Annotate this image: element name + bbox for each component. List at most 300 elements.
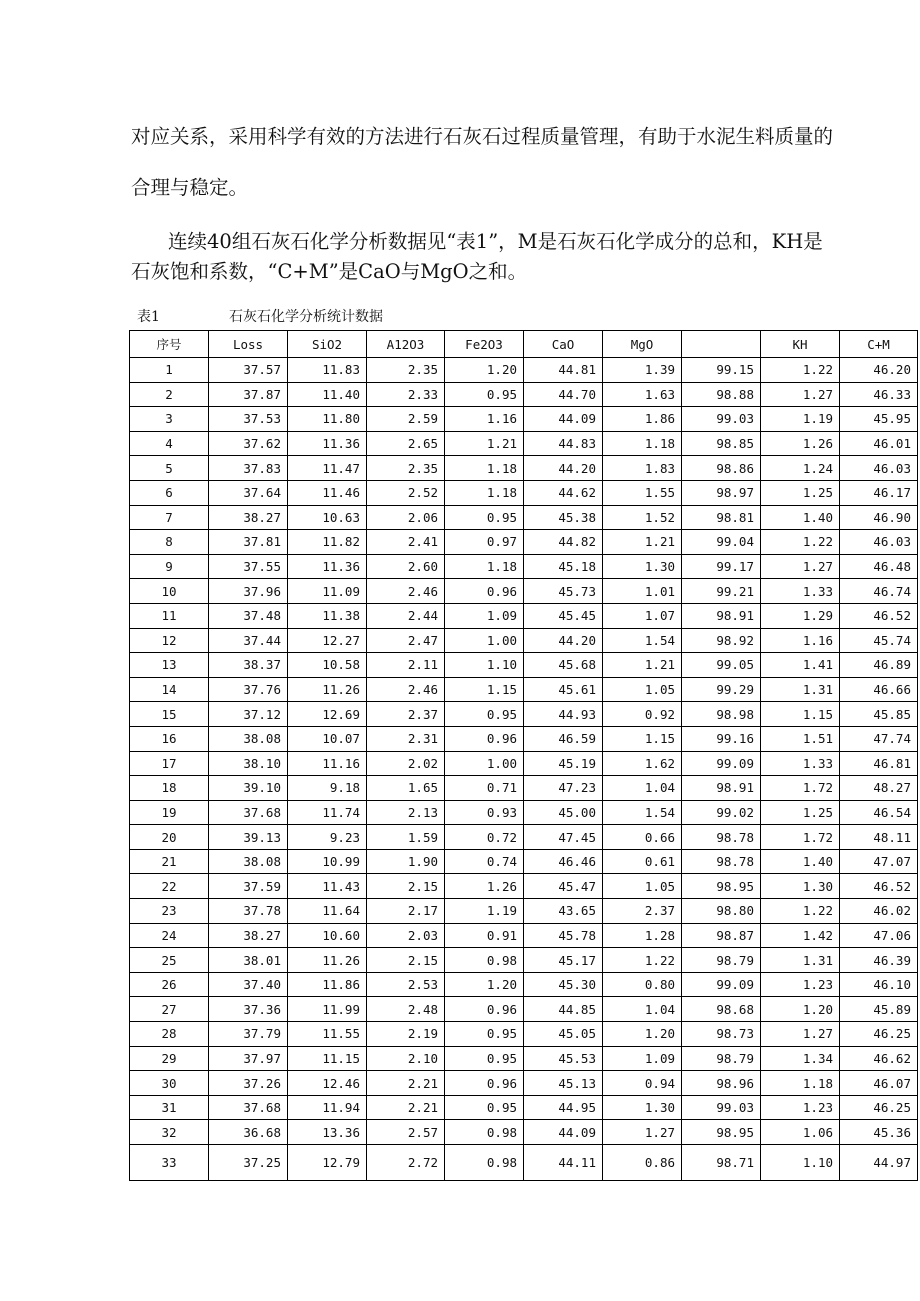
cell-sio2: 11.55 bbox=[288, 1022, 367, 1047]
cell-kh: 1.42 bbox=[761, 923, 840, 948]
cell-c-plus-m: 46.54 bbox=[840, 800, 918, 825]
cell-loss: 37.12 bbox=[209, 702, 288, 727]
cell-index: 10 bbox=[130, 579, 209, 604]
cell-index: 22 bbox=[130, 874, 209, 899]
cell-mgo: 1.55 bbox=[603, 480, 682, 505]
cell-m: 98.88 bbox=[682, 382, 761, 407]
cell-loss: 37.62 bbox=[209, 431, 288, 456]
cell-loss: 37.53 bbox=[209, 407, 288, 432]
cell-al2o3: 2.59 bbox=[367, 407, 445, 432]
paragraph-line-2: 合理与稳定。 bbox=[131, 176, 249, 199]
cell-m: 99.04 bbox=[682, 530, 761, 555]
cell-loss: 37.81 bbox=[209, 530, 288, 555]
header-fe2o3: Fe2O3 bbox=[445, 331, 524, 358]
header-loss: Loss bbox=[209, 331, 288, 358]
cell-c-plus-m: 45.95 bbox=[840, 407, 918, 432]
cell-loss: 37.48 bbox=[209, 603, 288, 628]
cell-m: 98.91 bbox=[682, 603, 761, 628]
cell-mgo: 1.04 bbox=[603, 776, 682, 801]
cell-mgo: 1.15 bbox=[603, 726, 682, 751]
cell-m: 98.71 bbox=[682, 1145, 761, 1181]
cell-kh: 1.72 bbox=[761, 776, 840, 801]
cell-mgo: 0.94 bbox=[603, 1071, 682, 1096]
cell-index: 20 bbox=[130, 825, 209, 850]
cell-loss: 37.68 bbox=[209, 800, 288, 825]
cell-mgo: 1.09 bbox=[603, 1046, 682, 1071]
cell-kh: 1.31 bbox=[761, 677, 840, 702]
cell-al2o3: 2.21 bbox=[367, 1095, 445, 1120]
cell-m: 98.97 bbox=[682, 480, 761, 505]
cell-sio2: 9.23 bbox=[288, 825, 367, 850]
cell-c-plus-m: 44.97 bbox=[840, 1145, 918, 1181]
cell-sio2: 12.79 bbox=[288, 1145, 367, 1181]
cell-sio2: 12.27 bbox=[288, 628, 367, 653]
cell-loss: 38.10 bbox=[209, 751, 288, 776]
cell-m: 99.09 bbox=[682, 972, 761, 997]
cell-c-plus-m: 46.10 bbox=[840, 972, 918, 997]
cell-fe2o3: 0.98 bbox=[445, 948, 524, 973]
table-row bbox=[130, 923, 918, 948]
cell-fe2o3: 0.98 bbox=[445, 1120, 524, 1145]
cell-sio2: 11.80 bbox=[288, 407, 367, 432]
cell-kh: 1.51 bbox=[761, 726, 840, 751]
cell-fe2o3: 0.95 bbox=[445, 1095, 524, 1120]
cell-cao: 45.30 bbox=[524, 972, 603, 997]
cell-sio2: 10.99 bbox=[288, 849, 367, 874]
cell-mgo: 1.62 bbox=[603, 751, 682, 776]
cell-fe2o3: 0.98 bbox=[445, 1145, 524, 1181]
cell-cao: 45.18 bbox=[524, 554, 603, 579]
cell-mgo: 1.63 bbox=[603, 382, 682, 407]
cell-mgo: 1.86 bbox=[603, 407, 682, 432]
cell-kh: 1.19 bbox=[761, 407, 840, 432]
cell-mgo: 1.22 bbox=[603, 948, 682, 973]
cell-fe2o3: 0.95 bbox=[445, 702, 524, 727]
cell-m: 98.79 bbox=[682, 948, 761, 973]
cell-loss: 39.10 bbox=[209, 776, 288, 801]
cell-loss: 38.01 bbox=[209, 948, 288, 973]
cell-al2o3: 2.13 bbox=[367, 800, 445, 825]
cell-index: 4 bbox=[130, 431, 209, 456]
cell-index: 27 bbox=[130, 997, 209, 1022]
cell-al2o3: 2.02 bbox=[367, 751, 445, 776]
cell-c-plus-m: 46.81 bbox=[840, 751, 918, 776]
cell-kh: 1.29 bbox=[761, 603, 840, 628]
header-al2o3: A12O3 bbox=[367, 331, 445, 358]
cell-index: 19 bbox=[130, 800, 209, 825]
cell-sio2: 11.83 bbox=[288, 358, 367, 383]
cell-m: 98.68 bbox=[682, 997, 761, 1022]
cell-cao: 44.81 bbox=[524, 358, 603, 383]
cell-cao: 45.61 bbox=[524, 677, 603, 702]
cell-loss: 37.79 bbox=[209, 1022, 288, 1047]
cell-cao: 44.70 bbox=[524, 382, 603, 407]
cell-al2o3: 2.41 bbox=[367, 530, 445, 555]
cell-fe2o3: 0.95 bbox=[445, 1022, 524, 1047]
cell-cao: 44.85 bbox=[524, 997, 603, 1022]
cell-cao: 47.23 bbox=[524, 776, 603, 801]
table-row bbox=[130, 1120, 918, 1145]
table-row bbox=[130, 530, 918, 555]
header-index: 序号 bbox=[130, 331, 209, 358]
cell-m: 99.02 bbox=[682, 800, 761, 825]
cell-al2o3: 1.65 bbox=[367, 776, 445, 801]
table-row bbox=[130, 849, 918, 874]
table-row bbox=[130, 554, 918, 579]
cell-kh: 1.15 bbox=[761, 702, 840, 727]
cell-mgo: 1.18 bbox=[603, 431, 682, 456]
paragraph-line-1: 对应关系，采用科学有效的方法进行石灰石过程质量管理，有助于水泥生料质量的 bbox=[131, 125, 834, 148]
cell-mgo: 1.07 bbox=[603, 603, 682, 628]
cell-cao: 46.59 bbox=[524, 726, 603, 751]
cell-sio2: 11.47 bbox=[288, 456, 367, 481]
cell-mgo: 1.30 bbox=[603, 554, 682, 579]
cell-c-plus-m: 46.74 bbox=[840, 579, 918, 604]
cell-index: 7 bbox=[130, 505, 209, 530]
cell-kh: 1.24 bbox=[761, 456, 840, 481]
cell-loss: 37.57 bbox=[209, 358, 288, 383]
header-m bbox=[682, 331, 761, 358]
cell-c-plus-m: 46.62 bbox=[840, 1046, 918, 1071]
cell-al2o3: 2.21 bbox=[367, 1071, 445, 1096]
cell-loss: 37.97 bbox=[209, 1046, 288, 1071]
table-row bbox=[130, 702, 918, 727]
table-row bbox=[130, 603, 918, 628]
cell-al2o3: 2.72 bbox=[367, 1145, 445, 1181]
cell-c-plus-m: 46.03 bbox=[840, 530, 918, 555]
paragraph-line-3: 连续40组石灰石化学分析数据见“表1”，M是石灰石化学成分的总和，KH是 bbox=[168, 230, 823, 253]
cell-sio2: 11.64 bbox=[288, 899, 367, 924]
cell-index: 11 bbox=[130, 603, 209, 628]
cell-kh: 1.20 bbox=[761, 997, 840, 1022]
cell-cao: 46.46 bbox=[524, 849, 603, 874]
table-row bbox=[130, 726, 918, 751]
cell-cao: 45.19 bbox=[524, 751, 603, 776]
cell-index: 3 bbox=[130, 407, 209, 432]
cell-al2o3: 2.52 bbox=[367, 480, 445, 505]
cell-m: 98.78 bbox=[682, 849, 761, 874]
cell-c-plus-m: 46.01 bbox=[840, 431, 918, 456]
cell-sio2: 11.38 bbox=[288, 603, 367, 628]
table-row bbox=[130, 628, 918, 653]
cell-cao: 45.73 bbox=[524, 579, 603, 604]
cell-m: 98.95 bbox=[682, 1120, 761, 1145]
cell-cao: 44.20 bbox=[524, 628, 603, 653]
cell-kh: 1.27 bbox=[761, 554, 840, 579]
cell-c-plus-m: 46.66 bbox=[840, 677, 918, 702]
cell-m: 99.09 bbox=[682, 751, 761, 776]
table-row bbox=[130, 407, 918, 432]
cell-fe2o3: 0.97 bbox=[445, 530, 524, 555]
cell-sio2: 10.58 bbox=[288, 653, 367, 678]
cell-kh: 1.40 bbox=[761, 505, 840, 530]
cell-fe2o3: 0.95 bbox=[445, 382, 524, 407]
cell-cao: 45.78 bbox=[524, 923, 603, 948]
cell-cao: 45.13 bbox=[524, 1071, 603, 1096]
cell-c-plus-m: 47.07 bbox=[840, 849, 918, 874]
header-mgo: MgO bbox=[603, 331, 682, 358]
cell-fe2o3: 1.15 bbox=[445, 677, 524, 702]
cell-m: 98.73 bbox=[682, 1022, 761, 1047]
cell-mgo: 0.80 bbox=[603, 972, 682, 997]
cell-m: 99.21 bbox=[682, 579, 761, 604]
cell-index: 1 bbox=[130, 358, 209, 383]
cell-m: 99.29 bbox=[682, 677, 761, 702]
cell-fe2o3: 0.74 bbox=[445, 849, 524, 874]
cell-sio2: 11.82 bbox=[288, 530, 367, 555]
cell-index: 25 bbox=[130, 948, 209, 973]
table-row bbox=[130, 358, 918, 383]
cell-al2o3: 2.06 bbox=[367, 505, 445, 530]
cell-sio2: 11.26 bbox=[288, 677, 367, 702]
cell-kh: 1.23 bbox=[761, 1095, 840, 1120]
cell-sio2: 11.26 bbox=[288, 948, 367, 973]
cell-sio2: 10.07 bbox=[288, 726, 367, 751]
cell-loss: 37.44 bbox=[209, 628, 288, 653]
cell-fe2o3: 0.95 bbox=[445, 505, 524, 530]
cell-cao: 47.45 bbox=[524, 825, 603, 850]
cell-mgo: 1.83 bbox=[603, 456, 682, 481]
cell-kh: 1.22 bbox=[761, 899, 840, 924]
cell-loss: 37.40 bbox=[209, 972, 288, 997]
cell-kh: 1.30 bbox=[761, 874, 840, 899]
cell-sio2: 11.40 bbox=[288, 382, 367, 407]
cell-c-plus-m: 45.36 bbox=[840, 1120, 918, 1145]
cell-mgo: 1.01 bbox=[603, 579, 682, 604]
cell-index: 31 bbox=[130, 1095, 209, 1120]
cell-fe2o3: 0.91 bbox=[445, 923, 524, 948]
cell-al2o3: 2.35 bbox=[367, 456, 445, 481]
cell-cao: 45.05 bbox=[524, 1022, 603, 1047]
cell-m: 98.81 bbox=[682, 505, 761, 530]
cell-index: 16 bbox=[130, 726, 209, 751]
cell-index: 17 bbox=[130, 751, 209, 776]
cell-mgo: 0.61 bbox=[603, 849, 682, 874]
table-row bbox=[130, 431, 918, 456]
cell-index: 24 bbox=[130, 923, 209, 948]
cell-fe2o3: 1.18 bbox=[445, 554, 524, 579]
table-row bbox=[130, 948, 918, 973]
cell-m: 99.16 bbox=[682, 726, 761, 751]
cell-c-plus-m: 48.11 bbox=[840, 825, 918, 850]
cell-index: 2 bbox=[130, 382, 209, 407]
cell-sio2: 11.86 bbox=[288, 972, 367, 997]
header-cao: CaO bbox=[524, 331, 603, 358]
cell-fe2o3: 1.18 bbox=[445, 456, 524, 481]
cell-al2o3: 2.10 bbox=[367, 1046, 445, 1071]
cell-fe2o3: 0.96 bbox=[445, 579, 524, 604]
cell-fe2o3: 1.19 bbox=[445, 899, 524, 924]
table-row bbox=[130, 1022, 918, 1047]
cell-m: 98.92 bbox=[682, 628, 761, 653]
cell-al2o3: 2.15 bbox=[367, 948, 445, 973]
table-caption-title: 石灰石化学分析统计数据 bbox=[229, 309, 383, 325]
cell-sio2: 11.43 bbox=[288, 874, 367, 899]
cell-m: 99.17 bbox=[682, 554, 761, 579]
cell-cao: 45.38 bbox=[524, 505, 603, 530]
limestone-analysis-table bbox=[129, 330, 918, 1181]
cell-loss: 38.27 bbox=[209, 923, 288, 948]
cell-al2o3: 2.53 bbox=[367, 972, 445, 997]
table-row bbox=[130, 1095, 918, 1120]
cell-cao: 44.95 bbox=[524, 1095, 603, 1120]
cell-kh: 1.40 bbox=[761, 849, 840, 874]
table-row bbox=[130, 899, 918, 924]
cell-fe2o3: 0.96 bbox=[445, 1071, 524, 1096]
cell-kh: 1.27 bbox=[761, 382, 840, 407]
cell-al2o3: 2.47 bbox=[367, 628, 445, 653]
cell-fe2o3: 0.96 bbox=[445, 997, 524, 1022]
cell-m: 99.15 bbox=[682, 358, 761, 383]
cell-fe2o3: 1.09 bbox=[445, 603, 524, 628]
cell-cao: 43.65 bbox=[524, 899, 603, 924]
cell-fe2o3: 1.26 bbox=[445, 874, 524, 899]
cell-kh: 1.72 bbox=[761, 825, 840, 850]
cell-c-plus-m: 45.74 bbox=[840, 628, 918, 653]
table-row bbox=[130, 874, 918, 899]
cell-c-plus-m: 46.03 bbox=[840, 456, 918, 481]
cell-mgo: 1.21 bbox=[603, 530, 682, 555]
cell-loss: 37.26 bbox=[209, 1071, 288, 1096]
cell-c-plus-m: 46.52 bbox=[840, 603, 918, 628]
cell-sio2: 10.63 bbox=[288, 505, 367, 530]
cell-c-plus-m: 46.90 bbox=[840, 505, 918, 530]
cell-kh: 1.25 bbox=[761, 800, 840, 825]
cell-sio2: 11.74 bbox=[288, 800, 367, 825]
cell-cao: 44.62 bbox=[524, 480, 603, 505]
cell-fe2o3: 1.10 bbox=[445, 653, 524, 678]
cell-fe2o3: 1.00 bbox=[445, 751, 524, 776]
cell-sio2: 11.36 bbox=[288, 554, 367, 579]
cell-kh: 1.16 bbox=[761, 628, 840, 653]
cell-sio2: 12.69 bbox=[288, 702, 367, 727]
cell-loss: 38.37 bbox=[209, 653, 288, 678]
cell-al2o3: 1.59 bbox=[367, 825, 445, 850]
cell-al2o3: 2.03 bbox=[367, 923, 445, 948]
cell-c-plus-m: 46.89 bbox=[840, 653, 918, 678]
cell-c-plus-m: 46.25 bbox=[840, 1095, 918, 1120]
cell-c-plus-m: 46.39 bbox=[840, 948, 918, 973]
cell-al2o3: 2.65 bbox=[367, 431, 445, 456]
cell-fe2o3: 1.20 bbox=[445, 972, 524, 997]
table-caption-number: 表1 bbox=[137, 309, 160, 325]
cell-fe2o3: 1.21 bbox=[445, 431, 524, 456]
cell-sio2: 12.46 bbox=[288, 1071, 367, 1096]
cell-al2o3: 2.46 bbox=[367, 677, 445, 702]
cell-index: 28 bbox=[130, 1022, 209, 1047]
cell-mgo: 1.54 bbox=[603, 628, 682, 653]
cell-kh: 1.25 bbox=[761, 480, 840, 505]
cell-c-plus-m: 47.06 bbox=[840, 923, 918, 948]
cell-loss: 37.78 bbox=[209, 899, 288, 924]
cell-fe2o3: 0.71 bbox=[445, 776, 524, 801]
cell-kh: 1.23 bbox=[761, 972, 840, 997]
table-row bbox=[130, 776, 918, 801]
cell-index: 18 bbox=[130, 776, 209, 801]
cell-m: 98.80 bbox=[682, 899, 761, 924]
cell-m: 98.87 bbox=[682, 923, 761, 948]
cell-m: 98.91 bbox=[682, 776, 761, 801]
cell-index: 9 bbox=[130, 554, 209, 579]
cell-kh: 1.31 bbox=[761, 948, 840, 973]
cell-al2o3: 2.57 bbox=[367, 1120, 445, 1145]
cell-al2o3: 2.17 bbox=[367, 899, 445, 924]
cell-kh: 1.33 bbox=[761, 751, 840, 776]
cell-kh: 1.22 bbox=[761, 358, 840, 383]
cell-c-plus-m: 46.17 bbox=[840, 480, 918, 505]
header-sio2: SiO2 bbox=[288, 331, 367, 358]
cell-loss: 38.08 bbox=[209, 849, 288, 874]
cell-fe2o3: 0.95 bbox=[445, 1046, 524, 1071]
cell-mgo: 1.05 bbox=[603, 677, 682, 702]
cell-c-plus-m: 46.33 bbox=[840, 382, 918, 407]
cell-index: 6 bbox=[130, 480, 209, 505]
cell-c-plus-m: 45.85 bbox=[840, 702, 918, 727]
cell-m: 99.03 bbox=[682, 407, 761, 432]
cell-sio2: 9.18 bbox=[288, 776, 367, 801]
cell-al2o3: 2.11 bbox=[367, 653, 445, 678]
cell-m: 98.95 bbox=[682, 874, 761, 899]
cell-m: 98.78 bbox=[682, 825, 761, 850]
cell-fe2o3: 0.72 bbox=[445, 825, 524, 850]
cell-c-plus-m: 46.02 bbox=[840, 899, 918, 924]
cell-loss: 37.64 bbox=[209, 480, 288, 505]
cell-kh: 1.41 bbox=[761, 653, 840, 678]
cell-index: 33 bbox=[130, 1145, 209, 1181]
cell-al2o3: 2.46 bbox=[367, 579, 445, 604]
cell-kh: 1.26 bbox=[761, 431, 840, 456]
cell-loss: 38.08 bbox=[209, 726, 288, 751]
cell-mgo: 1.27 bbox=[603, 1120, 682, 1145]
cell-kh: 1.10 bbox=[761, 1145, 840, 1181]
cell-al2o3: 2.33 bbox=[367, 382, 445, 407]
table-row bbox=[130, 382, 918, 407]
cell-loss: 39.13 bbox=[209, 825, 288, 850]
cell-m: 98.86 bbox=[682, 456, 761, 481]
cell-index: 21 bbox=[130, 849, 209, 874]
cell-loss: 37.76 bbox=[209, 677, 288, 702]
header-c-plus-m: C+M bbox=[840, 331, 918, 358]
cell-m: 98.96 bbox=[682, 1071, 761, 1096]
cell-loss: 37.83 bbox=[209, 456, 288, 481]
cell-cao: 44.83 bbox=[524, 431, 603, 456]
cell-kh: 1.06 bbox=[761, 1120, 840, 1145]
table-row bbox=[130, 751, 918, 776]
table-row bbox=[130, 800, 918, 825]
cell-fe2o3: 1.16 bbox=[445, 407, 524, 432]
cell-m: 98.98 bbox=[682, 702, 761, 727]
cell-fe2o3: 0.93 bbox=[445, 800, 524, 825]
cell-kh: 1.33 bbox=[761, 579, 840, 604]
cell-fe2o3: 0.96 bbox=[445, 726, 524, 751]
cell-index: 15 bbox=[130, 702, 209, 727]
cell-al2o3: 2.19 bbox=[367, 1022, 445, 1047]
table-row bbox=[130, 997, 918, 1022]
table-row bbox=[130, 579, 918, 604]
table-row bbox=[130, 1145, 918, 1181]
cell-index: 12 bbox=[130, 628, 209, 653]
cell-loss: 36.68 bbox=[209, 1120, 288, 1145]
cell-index: 14 bbox=[130, 677, 209, 702]
cell-al2o3: 2.31 bbox=[367, 726, 445, 751]
cell-cao: 45.53 bbox=[524, 1046, 603, 1071]
cell-c-plus-m: 48.27 bbox=[840, 776, 918, 801]
table-row bbox=[130, 825, 918, 850]
cell-m: 98.85 bbox=[682, 431, 761, 456]
cell-cao: 45.17 bbox=[524, 948, 603, 973]
cell-loss: 38.27 bbox=[209, 505, 288, 530]
cell-mgo: 1.54 bbox=[603, 800, 682, 825]
